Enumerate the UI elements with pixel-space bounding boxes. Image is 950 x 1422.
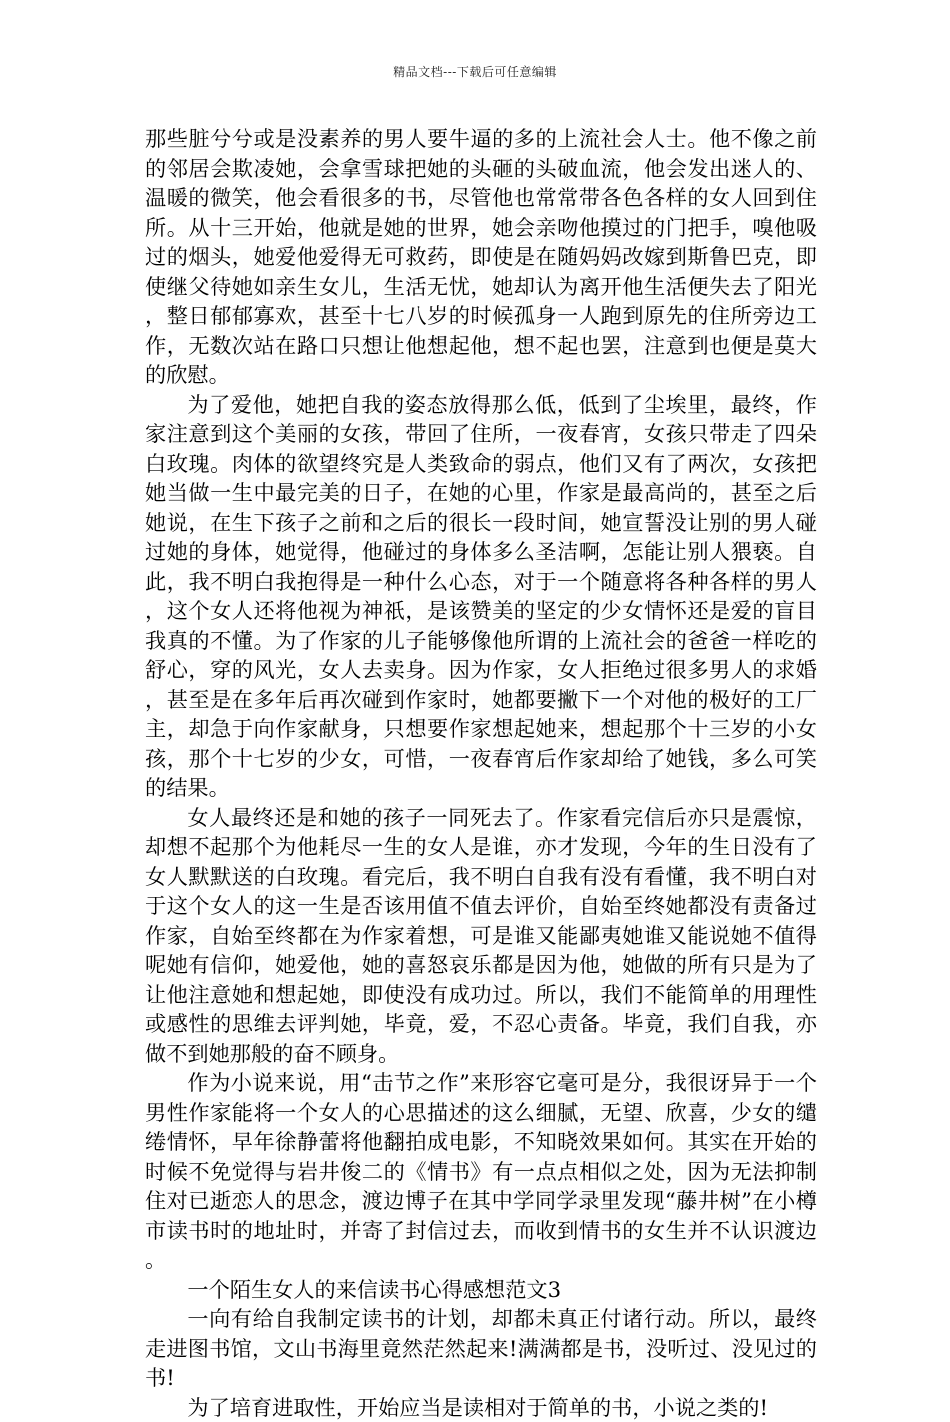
section-title: 一个陌生女人的来信读书心得感想范文3 <box>145 1275 817 1305</box>
paragraph-5: 一向有给自我制定读书的计划，却都未真正付诸行动。所以，最终走进图书馆，文山书海里竟然茫然起来!满满都是书，没听过、没见过的书! <box>145 1304 817 1393</box>
paragraph-2: 为了爱他，她把自我的姿态放得那么低，低到了尘埃里，最终，作家注意到这个美丽的女孩，带回了住所，一夜春宵，女孩只带走了四朵白玫瑰。肉体的欲望终究是人类致命的弱点，他们又有了两次，女孩把她当做一生中最完美的日子，在她的心里，作家是最高尚的，甚至之后她说，在生下孩子之前和之后的很长一段时间，她宣誓没让别的男人碰过她的身体，她觉得，他碰过的身体多么圣洁啊，怎能让别人猥亵。自此，我不明白我抱得是一种什么心态，对于一个随意将各种各样的男人，这个女人还将他视为神祇，是该赞美的坚定的少女情怀还是爱的盲目我真的不懂。为了作家的儿子能够像他所谓的上流社会的爸爸一样吃的舒心，穿的风光，女人去卖身。因为作家，女人拒绝过很多男人的求婚，甚至是在多年后再次碰到作家时，她都要撇下一个对他的极好的工厂主，却急于向作家献身，只想要作家想起她来，想起那个十三岁的小女孩，那个十七岁的少女，可惜，一夜春宵后作家却给了她钱，多么可笑的结果。 <box>145 390 817 803</box>
page-header: 精品文档---下载后可任意编辑 <box>0 64 950 80</box>
paragraph-3: 女人最终还是和她的孩子一同死去了。作家看完信后亦只是震惊，却想不起那个为他耗尽一生的女人是谁，亦才发现，今年的生日没有了女人默默送的白玫瑰。看完后，我不明白自我有没有看懂，我不明白对于这个女人的这一生是否该用值不值去评价，自始至终她都没有责备过作家，自始至终都在为作家着想，可是谁又能鄙夷她谁又能说她不值得呢她有信仰，她爱他，她的喜怒哀乐都是因为他，她做的所有只是为了让他注意她和想起她，即使没有成功过。所以，我们不能简单的用理性或感性的思维去评判她，毕竟，爱，不忍心责备。毕竟，我们自我，亦做不到她那般的奋不顾身。 <box>145 803 817 1069</box>
paragraph-1: 那些脏兮兮或是没素养的男人要牛逼的多的上流社会人士。他不像之前的邻居会欺凌她，会拿雪球把她的头砸的头破血流，他会发出迷人的、温暖的微笑，他会看很多的书，尽管他也常常带各色各样的女人回到住所。从十三开始，他就是她的世界，她会亲吻他摸过的门把手，嗅他吸过的烟头，她爱他爱得无可救药，即使是在随妈妈改嫁到斯鲁巴克，即使继父待她如亲生女儿，生活无忧，她却认为离开他生活便失去了阳光，整日郁郁寡欢，甚至十七八岁的时候孤身一人跑到原先的住所旁边工作，无数次站在路口只想让他想起他，想不起也罢，注意到也便是莫大的欣慰。 <box>145 124 817 390</box>
paragraph-6: 为了培育进取性，开始应当是读相对于简单的书，小说之类的! <box>145 1393 817 1422</box>
paragraph-4: 作为小说来说，用“击节之作”来形容它毫可是分，我很讶异于一个男性作家能将一个女人的心思描述的这么细腻，无望、欣喜，少女的缱绻情怀，早年徐静蕾将他翻拍成电影，不知晓效果如何。其实在开始的时候不免觉得与岩井俊二的《情书》有一点点相似之处，因为无法抑制住对已逝恋人的思念，渡边博子在其中学同学录里发现“藤井树”在小樽市读书时的地址时，并寄了封信过去，而收到情书的女生并不认识渡边。 <box>145 1068 817 1275</box>
document-body <box>145 124 817 1422</box>
